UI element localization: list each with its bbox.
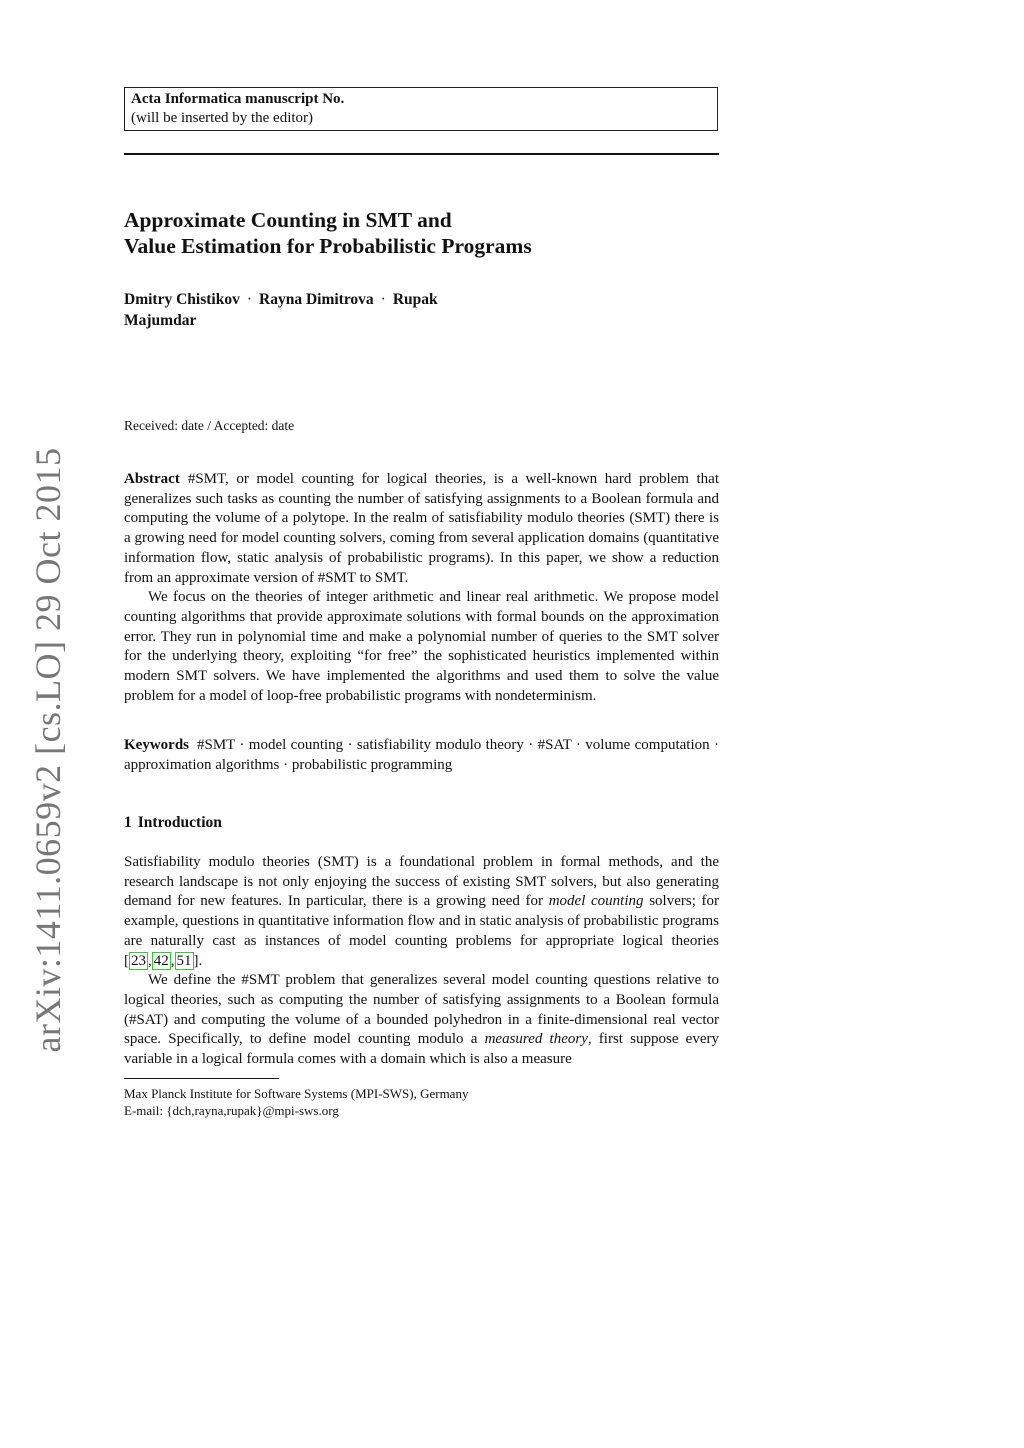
author-name: Rupak	[392, 291, 438, 308]
footnote	[124, 1086, 468, 1119]
body-text: , first suppose every variable in a logical formula comes with a domain which is also a measure	[124, 1031, 719, 1068]
title-line-2: Value Estimation for Probabilistic Programs	[124, 234, 532, 258]
paper-title	[124, 207, 719, 259]
title-line-1: Approximate Counting in SMT and	[124, 208, 452, 232]
introduction-body	[124, 853, 719, 1070]
section-number: 1	[124, 814, 132, 831]
abstract-paragraph: We focus on the theories of integer arithmetic and linear real arithmetic. We propose model counting algorithms that provide approximate solutions with formal bounds on the approximation error. They run in polynomial time and make a polynomial number of queries to the SMT solver for the underlying theory, exploiting “for free” the sophisticated heuristics implemented within modern SMT solvers. We have implemented the algorithms and used them to solve the value problem for a model of loop-free probabilistic programs with nondeterminism.	[124, 589, 719, 704]
abstract-paragraph: #SMT, or model counting for logical theories, is a well-known hard problem that generalizes such tasks as counting the number of satisfying assignments to a Boolean formula and computing the volume of a polytope. In the realm of satisfiability modulo theories (SMT) there is a growing need for model counting solvers, coming from several application domains (quantitative information flow, static analysis of probabilistic programs). In this paper, we show a reduction from an approximate version of #SMT to SMT.	[124, 471, 719, 586]
received-date: Received: date / Accepted: date	[124, 418, 295, 433]
affiliation: Max Planck Institute for Software Systems (MPI-SWS), Germany	[124, 1086, 469, 1101]
footnote-rule	[124, 1078, 279, 1079]
author-email: E-mail: {dch,rayna,rupak}@mpi-sws.org	[124, 1102, 339, 1118]
author-name: Rayna Dimitrova	[259, 291, 374, 308]
citation-link[interactable]: 51	[176, 952, 192, 969]
author-name: Dmitry Chistikov	[124, 291, 240, 308]
author-separator: ·	[380, 291, 386, 308]
journal-header-box	[124, 87, 718, 131]
section-title: Introduction	[137, 814, 222, 831]
body-text: solvers; for example, questions in quantitative information flow and in static analysis of probabilistic programs are naturally cast as instances of model counting problems for appropriate logical theories	[124, 893, 720, 949]
emphasis-text: model counting	[548, 893, 644, 910]
header-rule	[124, 153, 719, 155]
intro-paragraph	[124, 971, 719, 1070]
citation-link[interactable]: 42	[153, 952, 169, 969]
journal-name: Acta Informatica manuscript No.	[131, 91, 345, 107]
arxiv-stamp: arXiv:1411.0659v2 [cs.LO] 29 Oct 2015	[28, 447, 68, 1053]
abstract	[124, 470, 719, 706]
intro-paragraph: Satisfiability modulo theories (SMT) is a foundational problem in formal methods, and the research landscape is not only enjoying the success of existing SMT solvers, but also generating demand for new features. In particular, there is a growing need for model counting solvers; for example, questions in quantitative information flow and in static analysis of probabilistic programs are naturally cast as instances of model counting problems for appropriate logical theories [ 23 , 42 , 51 ].	[124, 854, 720, 969]
author-name-continued: Majumdar	[124, 312, 197, 329]
citation-link[interactable]: 23	[131, 952, 146, 969]
body-text: Satisfiability modulo theories (SMT) is a foundational problem in formal methods, and the research landscape is not only enjoying the success of existing SMT solvers, but also generating demand for new features. In particular, there is a growing need for	[124, 854, 719, 910]
emphasis-text: measured theory	[484, 1031, 588, 1048]
keywords-label: Keywords	[124, 737, 189, 753]
section-heading	[124, 814, 222, 832]
author-separator: ·	[246, 291, 252, 308]
abstract-label: Abstract	[124, 471, 180, 487]
editor-note: (will be inserted by the editor)	[131, 110, 314, 126]
body-text: We define the #SMT problem that generalizes several model counting questions relative to logical theories, such as computing the number of satisfying assignments to a Boolean formula (#SAT) and computing the volume of a bounded polyhedron in a finite-dimensional real vector space. Specifically, to define model counting modulo a	[124, 972, 719, 1048]
keywords-text: #SMT · model counting · satisfiability modulo theory · #SAT · volume computation · approximation algorithms · probabilistic programming	[124, 737, 719, 773]
keywords	[124, 736, 719, 775]
author-list	[124, 289, 719, 331]
